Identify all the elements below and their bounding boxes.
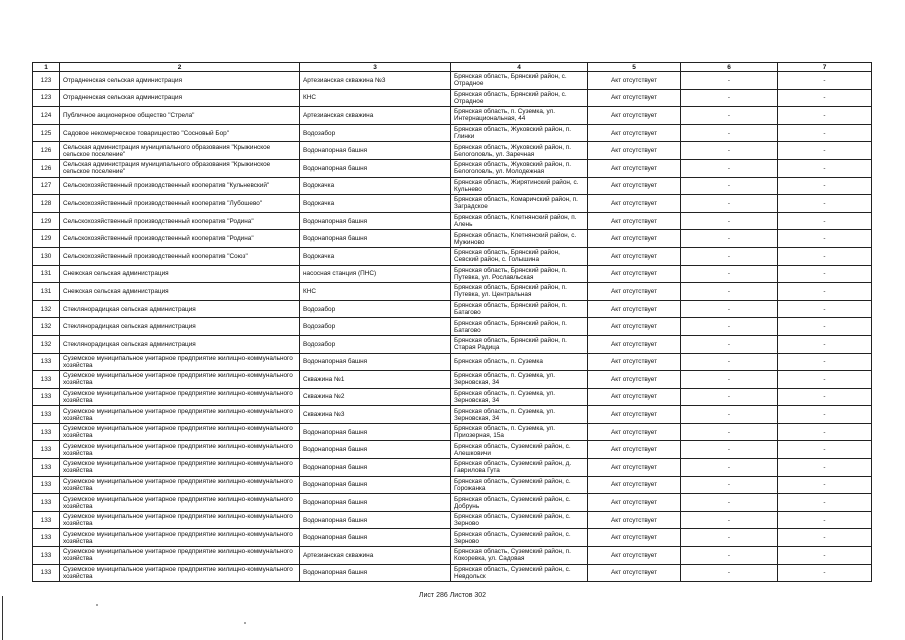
column-7-cell: - (778, 230, 872, 248)
row-number-cell: 133 (33, 353, 60, 371)
column-6-cell: - (681, 159, 778, 177)
table-row (33, 476, 872, 494)
column-7-cell: - (778, 72, 872, 90)
address-cell: Брянская область, Брянский район, п. Батагово (451, 300, 588, 318)
object-cell: Водокачка (300, 195, 451, 213)
act-status-cell: Акт отсутствует (588, 459, 681, 477)
object-cell: Водокачка (300, 247, 451, 265)
organization-cell: Суземское муниципальное унитарное предприятие жилищно-коммунального хозяйства (60, 476, 300, 494)
organization-cell: Снежская сельская администрация (60, 283, 300, 301)
organization-cell: Стеклянорадицкая сельская администрация (60, 318, 300, 336)
column-7-cell: - (778, 195, 872, 213)
column-7-cell: - (778, 511, 872, 529)
row-number-cell: 133 (33, 423, 60, 441)
address-cell: Брянская область, Брянский район, п. Путевка, ул. Центральная (451, 283, 588, 301)
address-cell: Брянская область, Суземский район, п. Кокоревка, ул. Садовая (451, 547, 588, 565)
act-status-cell: Акт отсутствует (588, 212, 681, 230)
column-6-cell: - (681, 511, 778, 529)
table-row (33, 159, 872, 177)
organization-cell: Сельскохозяйственный производственный кооператив "Союз" (60, 247, 300, 265)
table-row (33, 89, 872, 107)
table-row (33, 441, 872, 459)
column-7-cell: - (778, 388, 872, 406)
table-row (33, 212, 872, 230)
object-cell: Водонапорная башня (300, 494, 451, 512)
address-cell: Брянская область, п. Суземка (451, 353, 588, 371)
column-6-cell: - (681, 476, 778, 494)
address-cell: Брянская область, Суземский район, с. Алешковичи (451, 441, 588, 459)
column-6-cell: - (681, 265, 778, 283)
object-cell: Скважина №1 (300, 371, 451, 389)
column-7-cell: - (778, 265, 872, 283)
scan-speck (96, 604, 98, 606)
column-7-cell: - (778, 107, 872, 125)
organization-cell: Сельская администрация муниципального образования "Крыжинское сельское поселение" (60, 159, 300, 177)
address-cell: Брянская область, Брянский район, с. Отрадное (451, 72, 588, 90)
act-status-cell: Акт отсутствует (588, 300, 681, 318)
page-footer: Лист 286 Листов 302 (418, 592, 487, 599)
row-number-cell: 132 (33, 318, 60, 336)
table-row (33, 388, 872, 406)
header-cell-7: 7 (778, 63, 872, 72)
column-6-cell: - (681, 124, 778, 142)
table-row (33, 459, 872, 477)
column-7-cell: - (778, 335, 872, 353)
table-row (33, 265, 872, 283)
row-number-cell: 133 (33, 459, 60, 477)
table-row (33, 124, 872, 142)
object-cell: Водозабор (300, 335, 451, 353)
column-6-cell: - (681, 529, 778, 547)
column-7-cell: - (778, 142, 872, 160)
table-row (33, 547, 872, 565)
row-number-cell: 132 (33, 300, 60, 318)
act-status-cell: Акт отсутствует (588, 494, 681, 512)
column-7-cell: - (778, 547, 872, 565)
column-6-cell: - (681, 212, 778, 230)
row-number-cell: 126 (33, 142, 60, 160)
column-7-cell: - (778, 423, 872, 441)
address-cell: Брянская область, Жуковский район, п. Белоголовль, ул. Заречная (451, 142, 588, 160)
act-status-cell: Акт отсутствует (588, 124, 681, 142)
column-7-cell: - (778, 212, 872, 230)
address-cell: Брянская область, Жуковский район, п. Глинки (451, 124, 588, 142)
object-cell: Водонапорная башня (300, 476, 451, 494)
act-status-cell: Акт отсутствует (588, 89, 681, 107)
address-cell: Брянская область, Брянский район, п. Старая Радица (451, 335, 588, 353)
act-status-cell: Акт отсутствует (588, 371, 681, 389)
column-6-cell: - (681, 177, 778, 195)
act-status-cell: Акт отсутствует (588, 177, 681, 195)
object-cell: Водозабор (300, 318, 451, 336)
object-cell: Водокачка (300, 177, 451, 195)
table-row (33, 494, 872, 512)
column-6-cell: - (681, 441, 778, 459)
object-cell: Водонапорная башня (300, 529, 451, 547)
row-number-cell: 132 (33, 335, 60, 353)
organization-cell: Садовое некомерческое товарищество "Сосновый Бор" (60, 124, 300, 142)
object-cell: Водонапорная башня (300, 142, 451, 160)
act-status-cell: Акт отсутствует (588, 388, 681, 406)
column-7-cell: - (778, 564, 872, 582)
object-cell: Водозабор (300, 300, 451, 318)
column-6-cell: - (681, 423, 778, 441)
act-status-cell: Акт отсутствует (588, 547, 681, 565)
column-7-cell: - (778, 441, 872, 459)
act-status-cell: Акт отсутствует (588, 564, 681, 582)
act-status-cell: Акт отсутствует (588, 406, 681, 424)
column-7-cell: - (778, 300, 872, 318)
table-row (33, 177, 872, 195)
act-status-cell: Акт отсутствует (588, 142, 681, 160)
column-7-cell: - (778, 371, 872, 389)
row-number-cell: 133 (33, 564, 60, 582)
table-body (33, 63, 872, 582)
address-cell: Брянская область, Брянский район, п. Путевка, ул. Рославльская (451, 265, 588, 283)
row-number-cell: 133 (33, 494, 60, 512)
address-cell: Брянская область, Суземский район, с. Невдольск (451, 564, 588, 582)
header-cell-1: 1 (33, 63, 60, 72)
object-cell: Артезианская скважина (300, 107, 451, 125)
address-cell: Брянская область, п. Суземка, ул. Интернациональная, 44 (451, 107, 588, 125)
table-row (33, 72, 872, 90)
object-cell: Водонапорная башня (300, 353, 451, 371)
header-cell-5: 5 (588, 63, 681, 72)
address-cell: Брянская область, п. Суземка, ул. Зерновская, 34 (451, 371, 588, 389)
row-number-cell: 123 (33, 89, 60, 107)
address-cell: Брянская область, Суземский район, с. Добрунь (451, 494, 588, 512)
address-cell: Брянская область, Брянский район, Севский район, с. Голышина (451, 247, 588, 265)
column-6-cell: - (681, 547, 778, 565)
row-number-cell: 131 (33, 283, 60, 301)
organization-cell: Публичное акционерное общество "Стрела" (60, 107, 300, 125)
address-cell: Брянская область, Брянский район, с. Отрадное (451, 89, 588, 107)
table-row (33, 335, 872, 353)
column-7-cell: - (778, 124, 872, 142)
object-cell: Водонапорная башня (300, 511, 451, 529)
object-cell: насосная станция (ПНС) (300, 265, 451, 283)
object-cell: Водонапорная башня (300, 212, 451, 230)
object-cell: Водонапорная башня (300, 564, 451, 582)
header-row (33, 63, 872, 72)
organization-cell: Суземское муниципальное унитарное предприятие жилищно-коммунального хозяйства (60, 423, 300, 441)
column-6-cell: - (681, 107, 778, 125)
column-6-cell: - (681, 230, 778, 248)
object-cell: Артезианская скважина №3 (300, 72, 451, 90)
table-row (33, 230, 872, 248)
column-7-cell: - (778, 159, 872, 177)
organization-cell: Снежская сельская администрация (60, 265, 300, 283)
column-7-cell: - (778, 406, 872, 424)
organization-cell: Стеклянорадицкая сельская администрация (60, 335, 300, 353)
address-cell: Брянская область, п. Суземка, ул. Зерновская, 34 (451, 388, 588, 406)
table-row (33, 353, 872, 371)
header-cell-2: 2 (60, 63, 300, 72)
table-row (33, 318, 872, 336)
address-cell: Брянская область, п. Суземка, ул. Приозерная, 15а (451, 423, 588, 441)
act-status-cell: Акт отсутствует (588, 511, 681, 529)
organization-cell: Суземское муниципальное унитарное предприятие жилищно-коммунального хозяйства (60, 388, 300, 406)
act-status-cell: Акт отсутствует (588, 230, 681, 248)
row-number-cell: 130 (33, 247, 60, 265)
column-6-cell: - (681, 195, 778, 213)
object-cell: Водонапорная башня (300, 441, 451, 459)
act-status-cell: Акт отсутствует (588, 195, 681, 213)
scan-speck (244, 622, 246, 624)
registry-table (32, 62, 872, 582)
column-6-cell: - (681, 335, 778, 353)
organization-cell: Суземское муниципальное унитарное предприятие жилищно-коммунального хозяйства (60, 441, 300, 459)
address-cell: Брянская область, п. Суземка, ул. Зерновская, 34 (451, 406, 588, 424)
table-row (33, 564, 872, 582)
header-cell-4: 4 (451, 63, 588, 72)
act-status-cell: Акт отсутствует (588, 335, 681, 353)
row-number-cell: 123 (33, 72, 60, 90)
column-7-cell: - (778, 494, 872, 512)
object-cell: Водозабор (300, 124, 451, 142)
column-6-cell: - (681, 406, 778, 424)
row-number-cell: 133 (33, 441, 60, 459)
act-status-cell: Акт отсутствует (588, 318, 681, 336)
row-number-cell: 133 (33, 388, 60, 406)
address-cell: Брянская область, Суземский район, д. Гаврилова Гута (451, 459, 588, 477)
act-status-cell: Акт отсутствует (588, 72, 681, 90)
organization-cell: Суземское муниципальное унитарное предприятие жилищно-коммунального хозяйства (60, 529, 300, 547)
row-number-cell: 133 (33, 547, 60, 565)
row-number-cell: 128 (33, 195, 60, 213)
act-status-cell: Акт отсутствует (588, 423, 681, 441)
organization-cell: Суземское муниципальное унитарное предприятие жилищно-коммунального хозяйства (60, 564, 300, 582)
address-cell: Брянская область, Жуковский район, п. Белоголовль, ул. Молодежная (451, 159, 588, 177)
column-6-cell: - (681, 459, 778, 477)
object-cell: КНС (300, 89, 451, 107)
table-row (33, 142, 872, 160)
table-row (33, 406, 872, 424)
address-cell: Брянская область, Суземский район, с. Зерново (451, 529, 588, 547)
row-number-cell: 126 (33, 159, 60, 177)
table-row (33, 195, 872, 213)
column-6-cell: - (681, 353, 778, 371)
column-7-cell: - (778, 318, 872, 336)
address-cell: Брянская область, Суземский район, с. Горожанка (451, 476, 588, 494)
act-status-cell: Акт отсутствует (588, 265, 681, 283)
column-6-cell: - (681, 247, 778, 265)
organization-cell: Суземское муниципальное унитарное предприятие жилищно-коммунального хозяйства (60, 547, 300, 565)
column-6-cell: - (681, 72, 778, 90)
row-number-cell: 131 (33, 265, 60, 283)
organization-cell: Сельскохозяйственный производственный кооператив "Родина" (60, 212, 300, 230)
row-number-cell: 125 (33, 124, 60, 142)
row-number-cell: 129 (33, 212, 60, 230)
act-status-cell: Акт отсутствует (588, 247, 681, 265)
column-7-cell: - (778, 283, 872, 301)
column-7-cell: - (778, 529, 872, 547)
row-number-cell: 124 (33, 107, 60, 125)
row-number-cell: 133 (33, 371, 60, 389)
column-6-cell: - (681, 564, 778, 582)
act-status-cell: Акт отсутствует (588, 529, 681, 547)
act-status-cell: Акт отсутствует (588, 353, 681, 371)
row-number-cell: 133 (33, 511, 60, 529)
act-status-cell: Акт отсутствует (588, 441, 681, 459)
column-7-cell: - (778, 177, 872, 195)
organization-cell: Сельскохозяйственный производственный кооператив "Родина" (60, 230, 300, 248)
address-cell: Брянская область, Комаричский район, п. Заградское (451, 195, 588, 213)
column-6-cell: - (681, 89, 778, 107)
column-7-cell: - (778, 89, 872, 107)
row-number-cell: 127 (33, 177, 60, 195)
column-6-cell: - (681, 300, 778, 318)
organization-cell: Сельская администрация муниципального образования "Крыжинское сельское поселение" (60, 142, 300, 160)
address-cell: Брянская область, Клетнянский район, с. Мужиново (451, 230, 588, 248)
organization-cell: Суземское муниципальное унитарное предприятие жилищно-коммунального хозяйства (60, 406, 300, 424)
margin-mark (2, 596, 3, 640)
act-status-cell: Акт отсутствует (588, 283, 681, 301)
column-6-cell: - (681, 318, 778, 336)
act-status-cell: Акт отсутствует (588, 476, 681, 494)
table-row (33, 300, 872, 318)
organization-cell: Суземское муниципальное унитарное предприятие жилищно-коммунального хозяйства (60, 459, 300, 477)
column-6-cell: - (681, 494, 778, 512)
organization-cell: Суземское муниципальное унитарное предприятие жилищно-коммунального хозяйства (60, 494, 300, 512)
object-cell: КНС (300, 283, 451, 301)
organization-cell: Отрадненская сельская администрация (60, 72, 300, 90)
address-cell: Брянская область, Суземский район, с. Зерново (451, 511, 588, 529)
organization-cell: Сельскохозяйственный производственный кооператив "Лубошево" (60, 195, 300, 213)
organization-cell: Стеклянорадицкая сельская администрация (60, 300, 300, 318)
header-cell-3: 3 (300, 63, 451, 72)
row-number-cell: 129 (33, 230, 60, 248)
organization-cell: Отрадненская сельская администрация (60, 89, 300, 107)
table-row (33, 107, 872, 125)
row-number-cell: 133 (33, 406, 60, 424)
row-number-cell: 133 (33, 476, 60, 494)
object-cell: Скважина №3 (300, 406, 451, 424)
organization-cell: Суземское муниципальное унитарное предприятие жилищно-коммунального хозяйства (60, 371, 300, 389)
column-6-cell: - (681, 283, 778, 301)
object-cell: Водонапорная башня (300, 459, 451, 477)
object-cell: Водонапорная башня (300, 230, 451, 248)
address-cell: Брянская область, Брянский район, п. Батагово (451, 318, 588, 336)
table-row (33, 529, 872, 547)
table-row (33, 247, 872, 265)
address-cell: Брянская область, Жирятинский район, с. Кульнево (451, 177, 588, 195)
column-6-cell: - (681, 142, 778, 160)
row-number-cell: 133 (33, 529, 60, 547)
column-6-cell: - (681, 388, 778, 406)
column-7-cell: - (778, 459, 872, 477)
column-7-cell: - (778, 247, 872, 265)
table-row (33, 511, 872, 529)
column-6-cell: - (681, 371, 778, 389)
act-status-cell: Акт отсутствует (588, 107, 681, 125)
table-row (33, 371, 872, 389)
table-row (33, 283, 872, 301)
act-status-cell: Акт отсутствует (588, 159, 681, 177)
table-row (33, 423, 872, 441)
object-cell: Скважина №2 (300, 388, 451, 406)
object-cell: Водонапорная башня (300, 159, 451, 177)
object-cell: Водонапорная башня (300, 423, 451, 441)
column-7-cell: - (778, 353, 872, 371)
column-7-cell: - (778, 476, 872, 494)
organization-cell: Суземское муниципальное унитарное предприятие жилищно-коммунального хозяйства (60, 353, 300, 371)
organization-cell: Суземское муниципальное унитарное предприятие жилищно-коммунального хозяйства (60, 511, 300, 529)
address-cell: Брянская область, Клетнянский район, п. Алень (451, 212, 588, 230)
header-cell-6: 6 (681, 63, 778, 72)
organization-cell: Сельскохозяйственный производственный кооператив "Кульневский" (60, 177, 300, 195)
object-cell: Артезианская скважина (300, 547, 451, 565)
